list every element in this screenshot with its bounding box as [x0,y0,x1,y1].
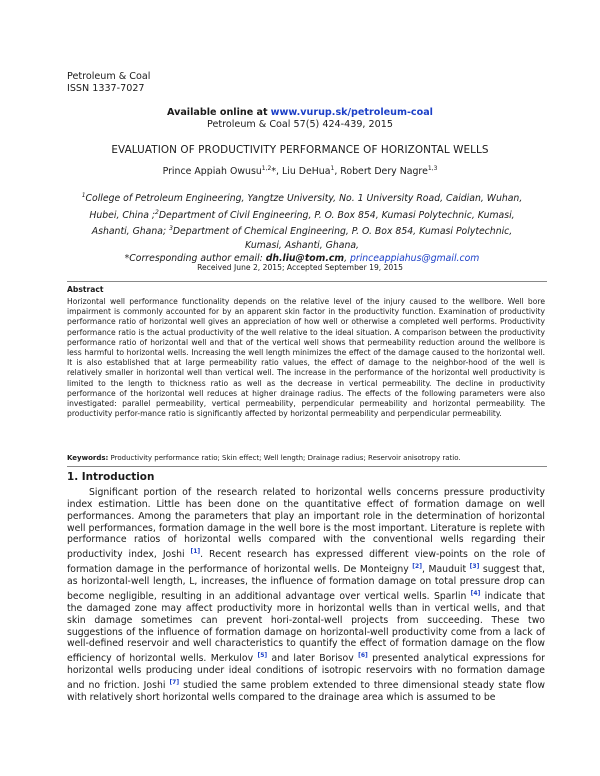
intro-text: presented analytical expressions for horizontal wells producing under ideal conditions of isotropic reservoirs with no formation damage and no friction. Joshi [67,653,545,692]
availability-prefix: Available online at [167,107,268,118]
journal-url-link[interactable]: www.vurup.sk/petroleum-coal [270,107,433,118]
author-affil-sup: 1 [330,165,335,172]
availability-line [0,107,600,119]
author-affil-sup: 1,3 [427,165,438,172]
affil-sup: 1 [81,192,86,199]
journal-issn: ISSN 1337-7027 [67,83,145,94]
journal-header [67,71,150,95]
affiliation-1: College of Petroleum Engineering, Yangtze University, No. 1 University Road, Caidian, Wuhan, Hubei, China ; [85,193,523,221]
intro-text: and later Borisov [267,653,359,665]
intro-text: . Recent research has expressed different view-points on the role of formation damage in the performance of horizontal wells. De Monteigny [67,549,545,576]
citation-ref[interactable]: [3] [469,563,480,571]
intro-text: Significant portion of the research related to horizontal wells concerns pressure productivity index estimation. Little has been done on the quantitative effect of formation damage on well performances. Among the parameters that play an important role in the determination of horizontal well performances, formation damage in the well bore is the most important. Literature is replete with performance ratios of horizontal wells compared with the conventional wells regarding their productivity index, Joshi [67,487,545,561]
author-list [0,165,600,177]
author-name: Prince Appiah Owusu [162,166,262,178]
abstract-body: Horizontal well performance functionality depends on the relative level of the injury caused to the wellbore. Well bore impairment is commonly accounted for by an apparent skin factor in the productivity function. Examination of productivity performance ratio of horizontal well gives an appreciation of how well or otherwise a completed well performs. Productivity performance ratio is the actual productivity of the well relative to the ideal situation. A comparison between the productivity performance ratio of horizontal well and that of the vertical well shows that permeability reduction around the wellbore is less harmful to horizontal wells. Increasing the well length minimizes the effect of the damage caused to the horizontal well. It is also established that at large permeability ratio values, the effect of damage to the neighbor-hood of the well is relatively smaller in horizontal well than vertical well. The increase in the performance of the horizontal well productivity is limited to the length to thickness ratio as well as the decrease in vertical permeability. The decline in productivity performance of the horizontal well reduces at higher drainage radius. The effects of the following parameters were also investigated: parallel permeability, vertical permeability, perpendicular permeability and horizontal permeability. The productivity perfor-mance ratio is significantly affected by horizontal permeability and perpendicular permeability. [67,297,545,419]
author-affil-sup: 1,2 [261,165,272,172]
citation-ref[interactable]: [1] [190,548,201,556]
email-separator: , [344,253,350,265]
abstract-heading: Abstract [67,285,104,294]
author-separator: , [334,166,341,178]
keywords-text: Productivity performance ratio; Skin effect; Well length; Drainage radius; Reservoir anisotropy ratio. [108,454,461,462]
affiliation-2: Department of Civil Engineering, P. O. Box 854, Kumasi Polytechnic, Kumasi, Ashanti, Ghana; [91,209,515,238]
keywords-label: Keywords: [67,454,109,462]
introduction-body [67,487,545,704]
corresponding-email-2-link[interactable]: princeappiahus@gmail.com [349,253,480,265]
affil-sup: 3 [169,225,173,233]
keywords-line [67,454,545,463]
intro-text: studied the same problem extended to three dimensional steady state flow with relatively short horizontal wells compared to the drainage area which is assumed to be [67,680,545,703]
received-dates: Received June 2, 2015; Accepted September 19, 2015 [197,263,403,272]
intro-text: suggest that, as horizontal-well length, L, increases, the influence of formation damage on total pressure drop can become negligible, resulting in an additional advantage over vertical wells. Sparlin [67,564,546,603]
journal-name: Petroleum & Coal [67,71,151,82]
paper-title: EVALUATION OF PRODUCTIVITY PERFORMANCE OF HORIZONTAL WELLS [111,144,489,156]
introduction-heading: 1. Introduction [67,471,155,483]
citation-line: Petroleum & Coal 57(5) 424-439, 2015 [207,119,393,130]
corresponding-label: *Corresponding author email: [124,253,266,265]
citation-ref[interactable]: [2] [412,563,422,571]
citation-ref[interactable]: [5] [257,652,268,660]
intro-text: indicate that the damaged zone may affect productivity more in horizontal wells than in vertical wells, and that skin damage sometimes can prevent hori-zontal-well projects from succeeding. These two suggestions of the influence of formation damage on horizontal-well productivity come from a lack of well-defined reservoir and well characteristics to quantify the effect of formation damage on the flow efficiency of horizontal wells. Merkulov [67,591,545,665]
author-name: Liu DeHua [282,166,331,178]
affiliation-3: Department of Chemical Engineering, P. O. Box 854, Kumasi Polytechnic, Kumasi, Ashanti, Ghana, [172,226,513,251]
intro-text: , Mauduit [421,564,470,576]
availability-block [0,107,600,131]
corresponding-email-1: dh.liu@tom.cm [265,253,345,265]
affil-sup: 2 [155,208,159,216]
citation-ref[interactable]: [7] [169,679,180,687]
author-separator: *, [271,166,282,178]
citation-ref[interactable]: [6] [358,652,368,660]
author-name: Robert Dery Nagre [340,166,428,178]
affiliations [72,189,532,266]
citation-ref[interactable]: [4] [470,589,481,597]
